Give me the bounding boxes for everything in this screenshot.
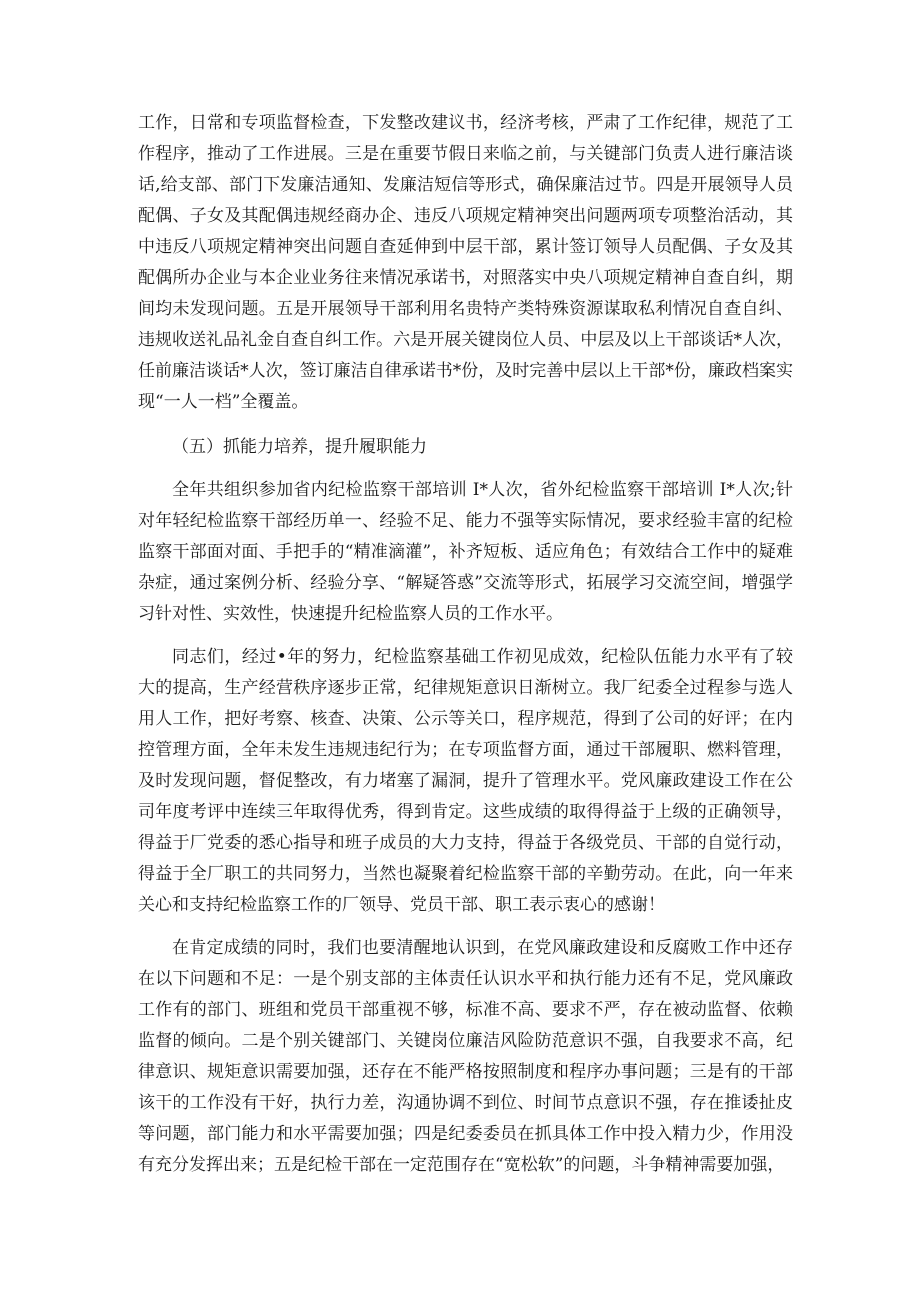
paragraph-achievements: 同志们，经过•年的努力，纪检监察基础工作初见成效，纪检队伍能力水平有了较大的提高，生产经营秩序逐步正常，纪律规矩意识日渐树立。我厂纪委全过程参与选人用人工作，把好考察、核查、决策、公示等关口，程序规范，得到了公司的好评；在内控管理方面，全年未发生违规违纪行为；在专项监督方面，通过干部履职、燃料管理，及时发现问题，督促整改，有力堵塞了漏洞，提升了管理水平。党风廉政建设工作在公司年度考评中连续三年取得优秀，得到肯定。这些成绩的取得得益于上级的正确领导，得益于厂党委的悉心指导和班子成员的大力支持，得益于各级党员、干部的自觉行动，得益于全厂职工的共同努力，当然也凝聚着纪检监察干部的辛勤劳动。在此，向一年来关心和支持纪检监察工作的厂领导、党员干部、职工表示衷心的感谢！ (138, 647, 793, 915)
paragraph-continued: 工作，日常和专项监督检查，下发整改建议书，经济考核，严肃了工作纪律，规范了工作程序，推动了工作进展。三是在重要节假日来临之前，与关键部门负责人进行廉洁谈话,给支部、部门下发廉洁通知、发廉洁短信等形式，确保廉洁过节。四是开展领导人员配偶、子女及其配偶违规经商办企、违反八项规定精神突出问题两项专项整治活动，其中违反八项规定精神突出问题自查延伸到中层干部，累计签订领导人员配偶、子女及其配偶所办企业与本企业业务往来情况承诺书，对照落实中央八项规定精神自查自纠，期间均未发现问题。五是开展领导干部利用名贵特产类特殊资源谋取私利情况自查自纠、违规收送礼品礼金自查自纠工作。六是开展关键岗位人员、中层及以上干部谈话*人次，任前廉洁谈话*人次，签订廉洁自律承诺书*份，及时完善中层以上干部*份，廉政档案实现“一人一档”全覆盖。 (138, 113, 793, 412)
section-heading-5: （五）抓能力培养，提升履职能力 (172, 437, 427, 457)
paragraph-problems: 在肯定成绩的同时，我们也要清醒地认识到，在党风廉政建设和反腐败工作中还存在以下问题和不足：一是个别支部的主体责任认识水平和执行能力还有不足，党风廉政工作有的部门、班组和党员干部重视不够，标准不高、要求不严，存在被动监督、依赖监督的倾向。二是个别关键部门、关键岗位廉洁风险防范意识不强，自我要求不高，纪律意识、规矩意识需要加强，还存在不能严格按照制度和程序办事问题；三是有的干部该干的工作没有干好，执行力差，沟通协调不到位、时间节点意识不强，存在推诿扯皮等问题，部门能力和水平需要加强；四是纪委委员在抓具体工作中投入精力少，作用没有充分发挥出来；五是纪检干部在一定范围存在“宽松软”的问题，斗争精神需要加强， (138, 938, 793, 1175)
paragraph-training: 全年共组织参加省内纪检监察干部培训 I*人次，省外纪检监察干部培训 I*人次;针对年轻纪检监察干部经历单一、经验不足、能力不强等实际情况，要求经验丰富的纪检监察干部面对面、手把手的“精准滴灌”，补齐短板、适应角色；有效结合工作中的疑难杂症，通过案例分析、经验分享、“解疑答惑”交流等形式，拓展学习交流空间，增强学习针对性、实效性，快速提升纪检监察人员的工作水平。 (138, 480, 793, 624)
document-page (138, 108, 793, 1181)
